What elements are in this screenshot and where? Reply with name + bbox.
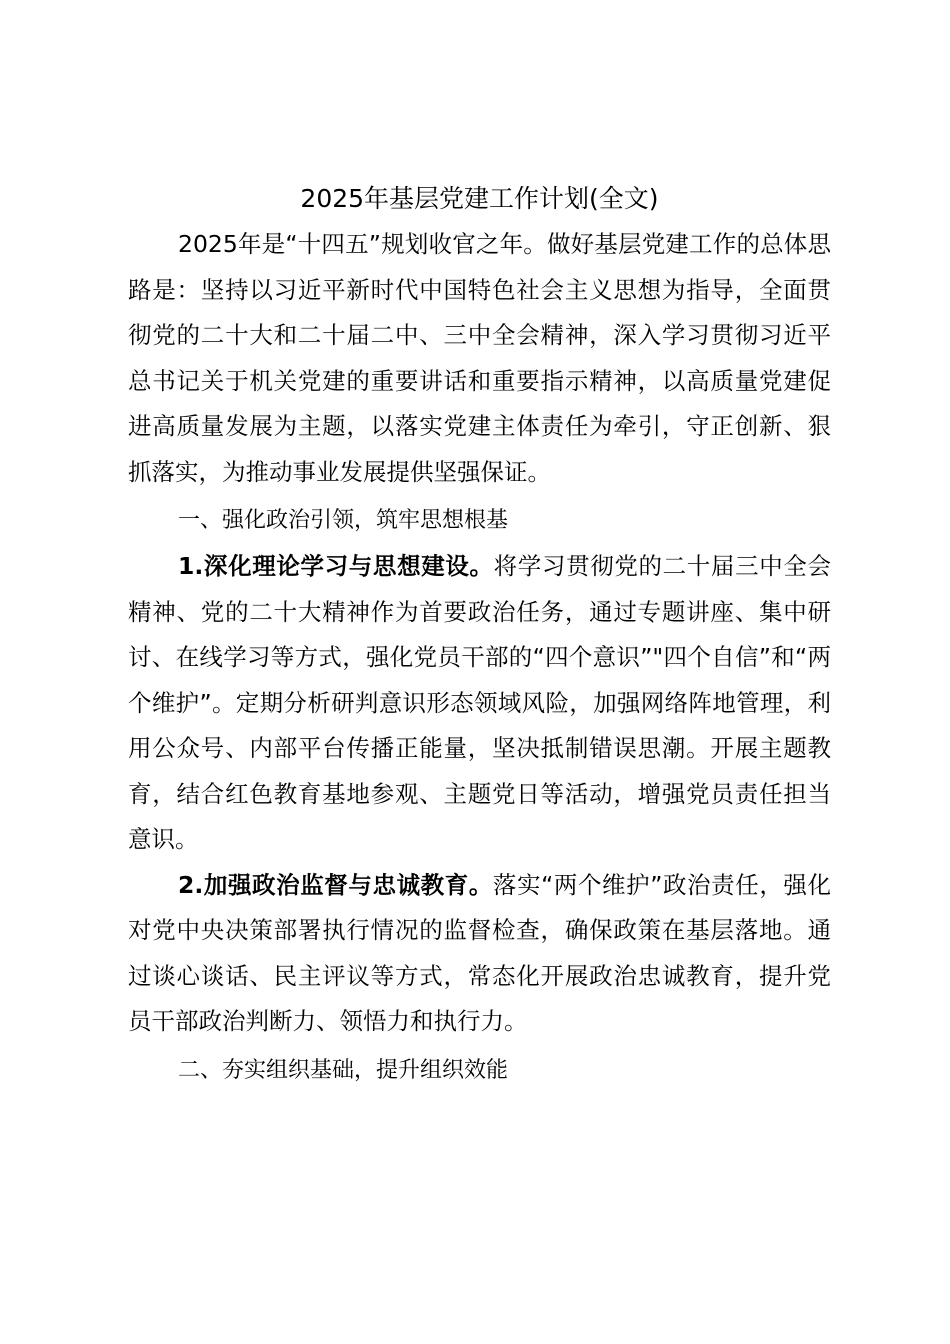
- section-1-item-1: [128, 544, 831, 863]
- intro-paragraph: 2025年是“十四五”规划收官之年。做好基层党建工作的总体思路是：坚持以习近平新时代中国特色社会主义思想为指导，全面贯彻党的二十大和二十届二中、三中全会精神，深入学习贯彻习近平总书记关于机关党建的重要讲话和重要指示精神，以高质量党建促进高质量发展为主题，以落实党建主体责任为牵引，守正创新、狠抓落实，为推动事业发展提供坚强保证。: [128, 230, 831, 486]
- item-2-lead: 2.加强政治监督与忠诚教育。: [178, 870, 493, 899]
- section-1-item-2: [128, 863, 831, 1045]
- item-1-body: 将学习贯彻党的二十届三中全会精神、党的二十大精神作为首要政治任务，通过专题讲座、集中研讨、在线学习等方式，强化党员干部的“四个意识”"四个自信”和“两个维护”。定期分析研判意识形态领域风险，加强网络阵地管理，利用公众号、内部平台传播正能量，坚决抵制错误思潮。开展主题教育，结合红色教育基地参观、主题党日等活动，增强党员责任担当意识。: [128, 552, 831, 853]
- section-2-heading: 二、夯实组织基础，提升组织效能: [178, 1057, 509, 1083]
- document-title: 2025年基层党建工作计划(全文): [300, 184, 659, 213]
- document-page: [128, 176, 831, 1094]
- item-1-lead: 1.深化理论学习与思想建设。: [178, 552, 494, 580]
- item-2-body: 落实“两个维护”政治责任，强化对党中央决策部署执行情况的监督检查，确保政策在基层落地。通过谈心谈话、民主评议等方式，常态化开展政治忠诚教育，提升党员干部政治判断力、领悟力和执行力。: [128, 870, 831, 1035]
- section-1-heading: 一、强化政治引领，筑牢思想根基: [178, 508, 509, 533]
